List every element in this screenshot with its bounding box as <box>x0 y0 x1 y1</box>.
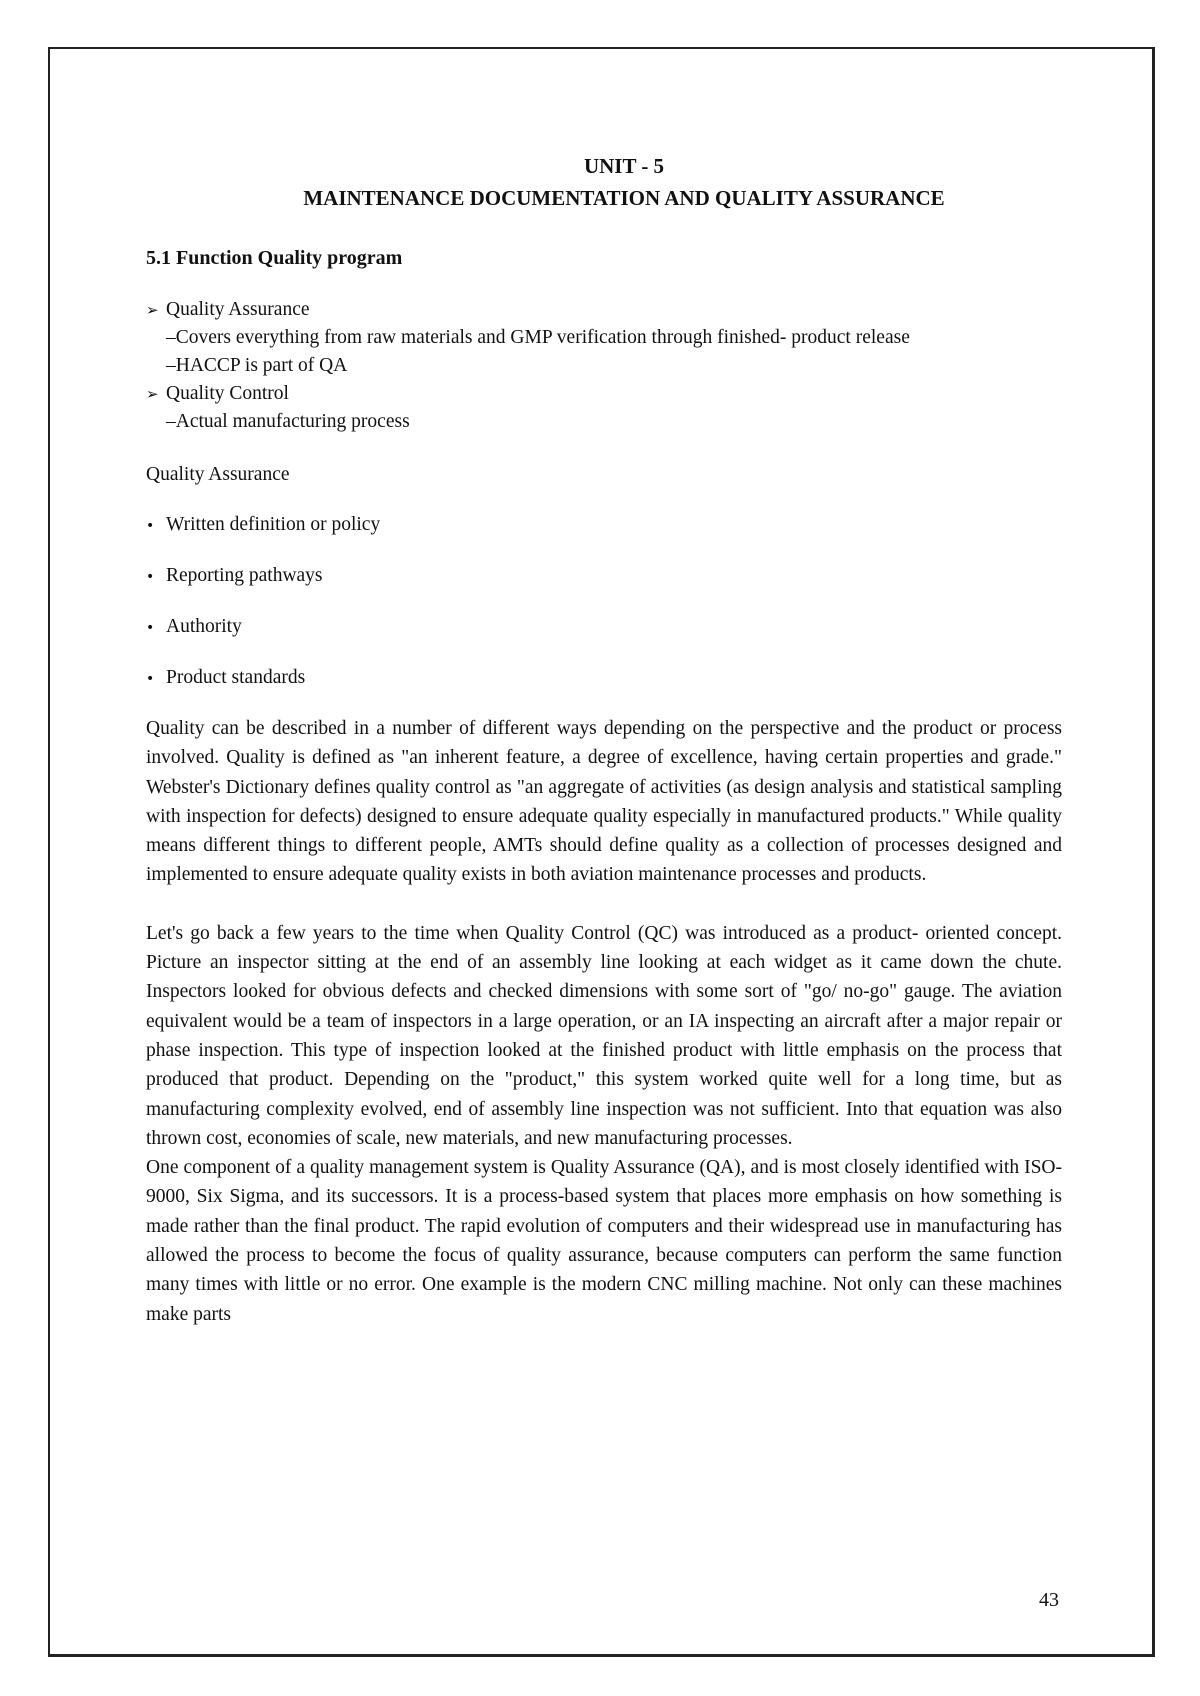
list-item-text: Authority <box>166 616 242 637</box>
paragraph-quality-definition: Quality can be described in a number of different ways depending on the perspective and the product or process involved. Quality is defined as "an inherent feature, a degree of excellence, having certain properties and grade." Webster's Dictionary defines quality control as "an aggregate of activities (as design analysis and statistical sampling with inspection for defects) designed to ensure adequate quality especially in manufactured products." While quality means different things to different people, AMTs should define quality as a collection of processes designed and implemented to ensure adequate quality exists in both aviation maintenance processes and products. <box>146 718 1062 886</box>
dash-icon: – <box>166 411 176 432</box>
paragraph-quality-control-history: Let's go back a few years to the time when Quality Control (QC) was introduced as a product- oriented concept. Picture an inspector sitting at the end of an assembly line looking at each widget as it came down the chute. Inspectors looked for obvious defects and checked dimensions with some sort of "go/ no-go" gauge. The aviation equivalent would be a team of inspectors in a large operation, or an IA inspecting an aircraft after a major repair or phase inspection. This type of inspection looked at the finished product with little emphasis on the process that produced that product. Depending on the "product," this system worked quite well for a long time, but as manufacturing complexity evolved, end of assembly line inspection was not sufficient. Into that equation was also thrown cost, economies of scale, new materials, and new manufacturing processes. <box>146 922 1062 1149</box>
arrow-bullet-icon: ➢ <box>146 301 159 319</box>
arrow-item-label: Quality Control <box>166 383 289 404</box>
list-item-text: Written definition or policy <box>166 514 381 535</box>
sub-item-text: Covers everything from raw materials and GMP verification through finished- product release <box>175 327 910 348</box>
qa-heading: Quality Assurance <box>146 464 290 485</box>
list-item <box>146 612 1062 643</box>
list-item <box>146 561 1062 592</box>
bullet-icon: • <box>146 518 155 534</box>
page-content <box>146 150 1062 1329</box>
list-item <box>146 663 1062 694</box>
arrow-item-quality-control <box>146 380 1062 436</box>
unit-title: UNIT - 5 <box>583 154 665 178</box>
bullet-icon: • <box>146 569 155 585</box>
section-heading: 5.1 Function Quality program <box>146 247 403 269</box>
list-item-text: Product standards <box>166 667 306 688</box>
sub-list <box>146 408 1062 436</box>
sub-item <box>166 352 1062 380</box>
bullet-list <box>146 510 1062 694</box>
sub-item <box>166 408 1062 436</box>
list-item <box>146 510 1062 541</box>
arrow-list <box>146 296 1062 436</box>
bullet-icon: • <box>146 671 155 687</box>
sub-list <box>146 324 1062 380</box>
sub-item-text: HACCP is part of QA <box>175 355 348 376</box>
arrow-row <box>146 296 1062 324</box>
arrow-item-quality-assurance <box>146 296 1062 380</box>
dash-icon: – <box>166 355 176 376</box>
page-number: 43 <box>1039 1589 1059 1611</box>
main-title: MAINTENANCE DOCUMENTATION AND QUALITY ASSURANCE <box>303 186 945 210</box>
sub-item-text: Actual manufacturing process <box>175 411 410 432</box>
paragraph-quality-assurance: One component of a quality management system is Quality Assurance (QA), and is most closely identified with ISO-9000, Six Sigma, and its successors. It is a process-based system that places more emphasis on how something is made rather than the final product. The rapid evolution of computers and their widespread use in manufacturing has allowed the process to become the focus of quality assurance, because computers can perform the same function many times with little or no error. One example is the modern CNC milling machine. Not only can these machines make parts <box>146 1157 1062 1325</box>
arrow-row <box>146 380 1062 408</box>
dash-icon: – <box>166 327 176 348</box>
sub-item <box>166 324 1062 352</box>
arrow-bullet-icon: ➢ <box>146 385 159 403</box>
arrow-item-label: Quality Assurance <box>166 299 310 320</box>
bullet-icon: • <box>146 620 155 636</box>
list-item-text: Reporting pathways <box>166 565 323 586</box>
